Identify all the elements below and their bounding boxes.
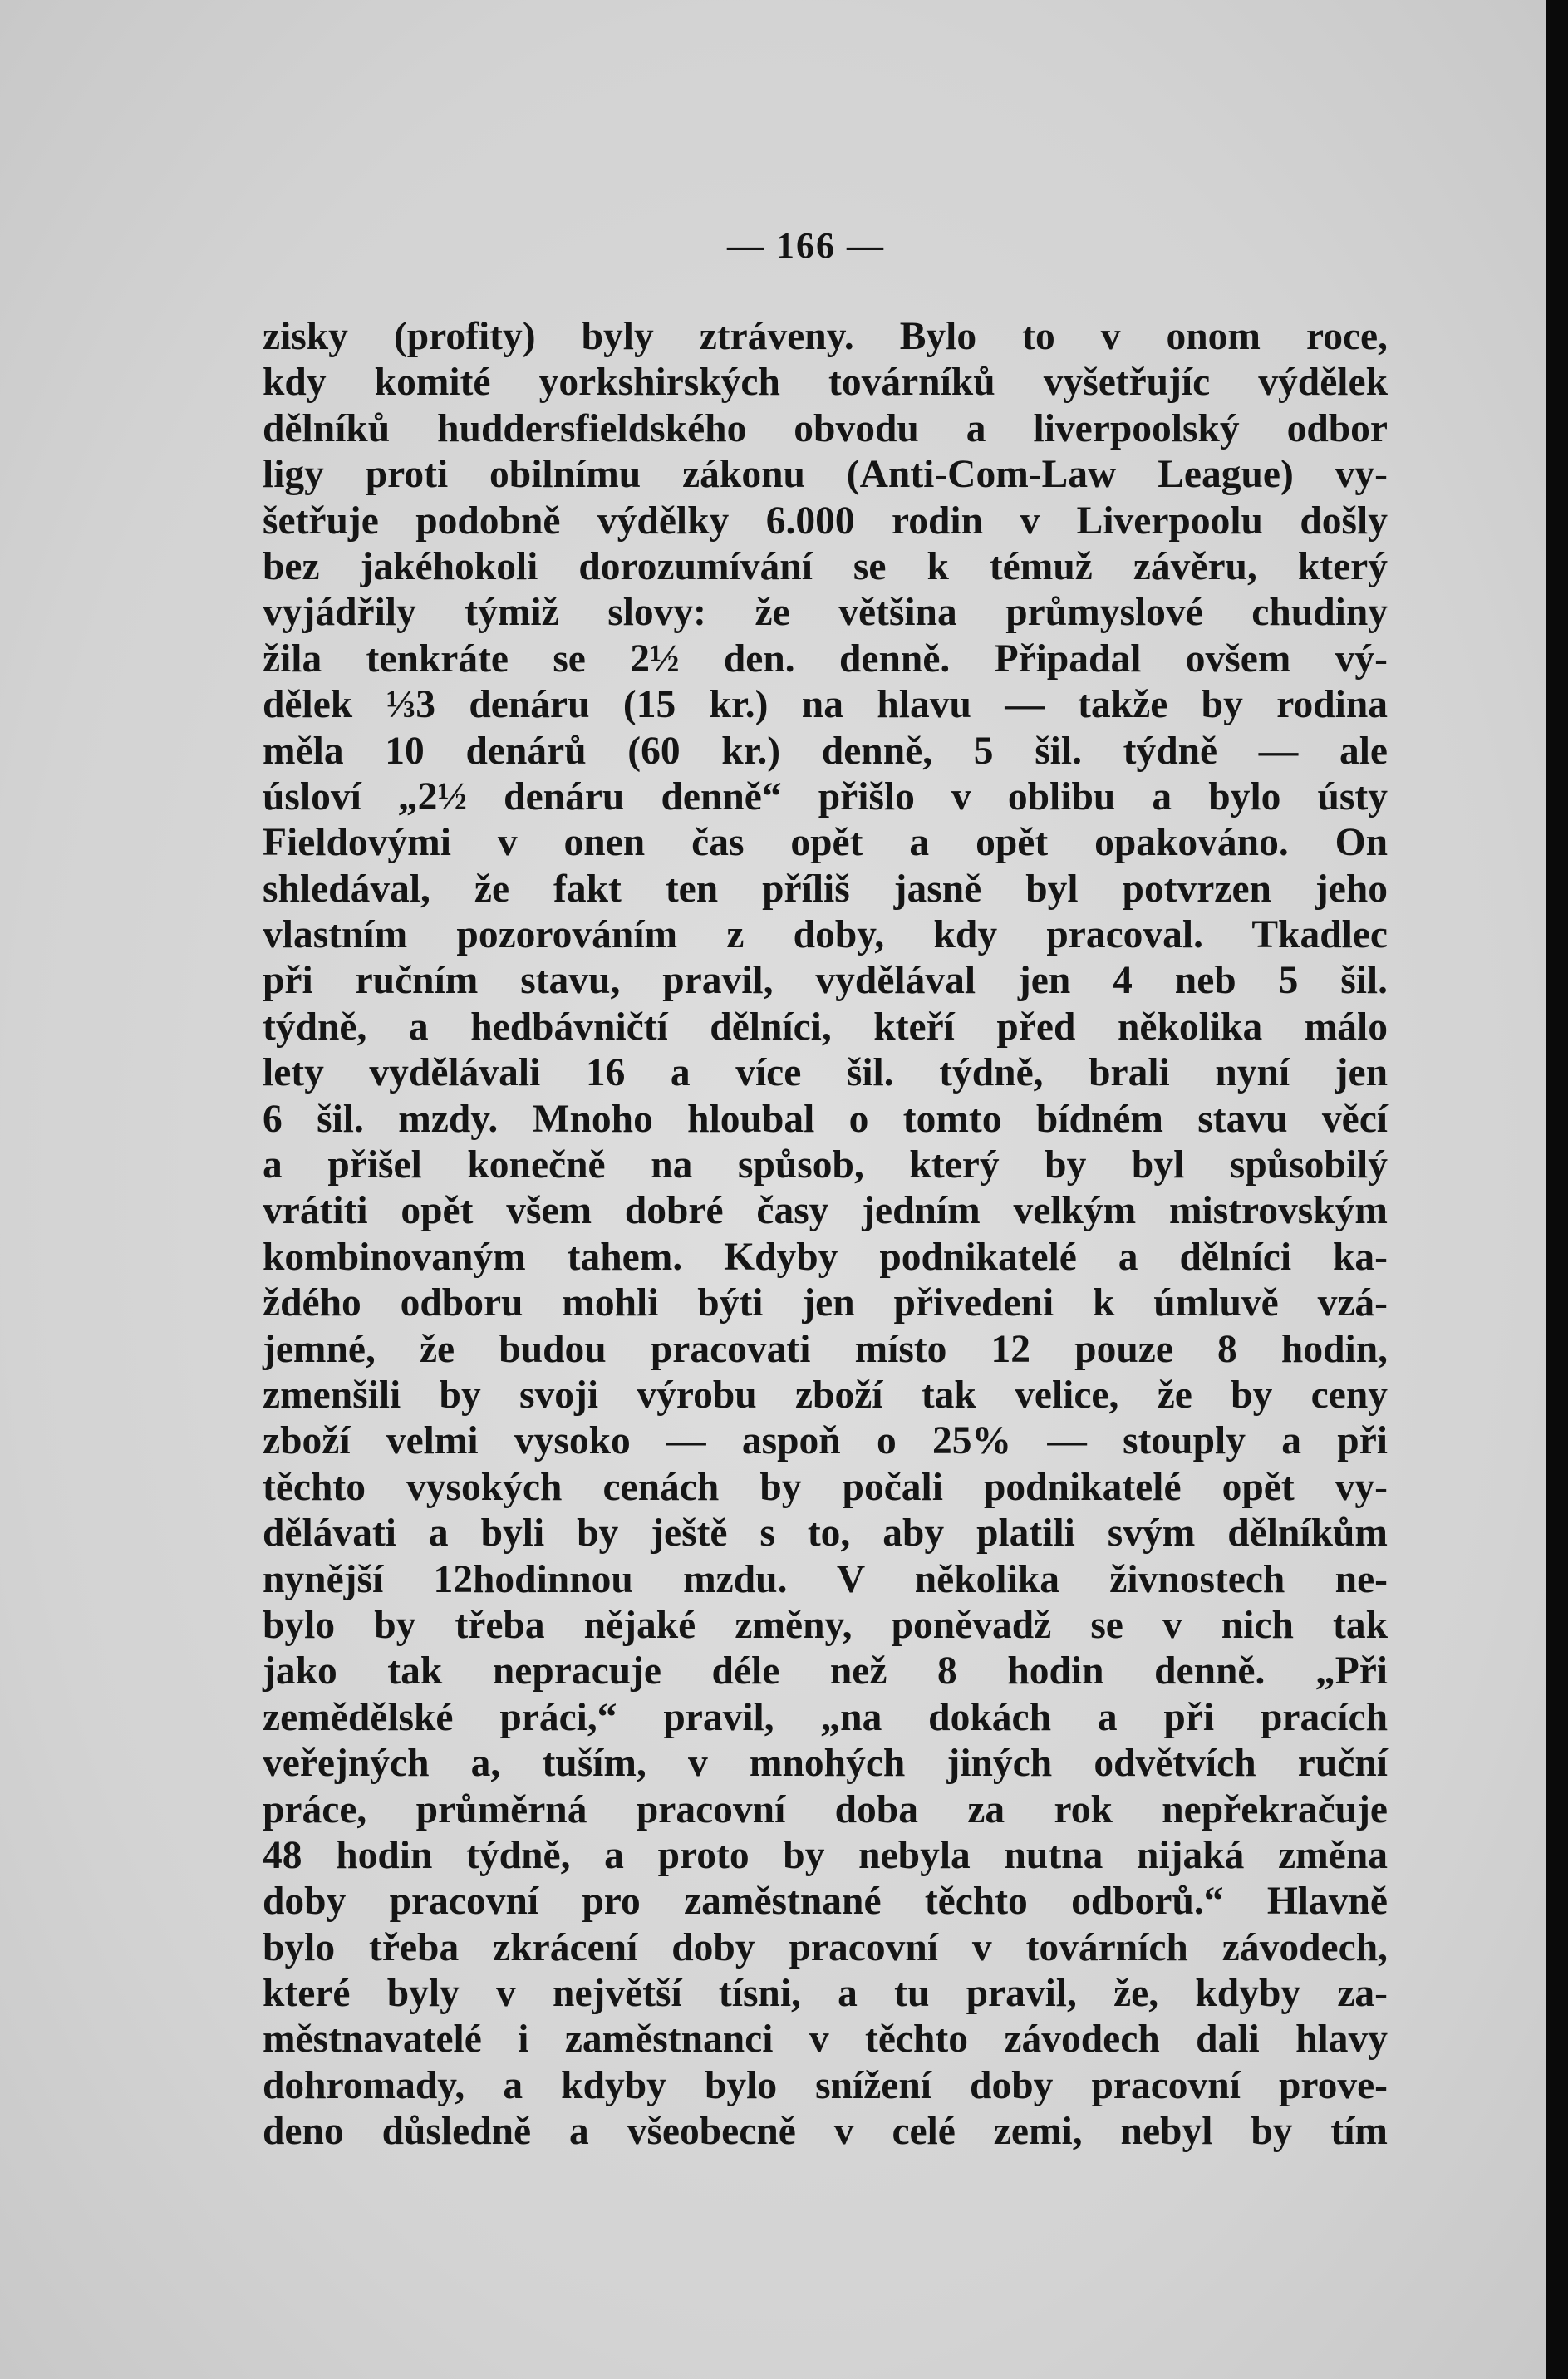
text-line: a přišel konečně na spůsob, který by byl spůsobilý bbox=[263, 1143, 1388, 1187]
text-line: dělek ⅓3 denáru (15 kr.) na hlavu — takže by rodina bbox=[263, 683, 1388, 727]
text-line: zisky (profity) byly ztráveny. Bylo to v onom roce, bbox=[263, 315, 1388, 358]
text-line: zboží velmi vysoko — aspoň o 25% — stouply a při bbox=[263, 1419, 1388, 1463]
text-line: deno důsledně a všeobecně v celé zemi, nebyl by tím bbox=[263, 2110, 1388, 2154]
text-line: dělávati a byli by ještě s to, aby platili svým dělníkům bbox=[263, 1511, 1388, 1556]
text-line: zmenšili by svoji výrobu zboží tak velice, že by ceny bbox=[263, 1373, 1388, 1417]
text-line: práce, průměrná pracovní doba za rok nepřekračuje bbox=[263, 1787, 1388, 1831]
text-line: jemné, že budou pracovati místo 12 pouze 8 hodin, bbox=[263, 1327, 1388, 1371]
body-text bbox=[263, 314, 1388, 2155]
text-line: týdně, a hedbávničtí dělníci, kteří před několika málo bbox=[263, 1005, 1388, 1049]
text-line: měla 10 denárů (60 kr.) denně, 5 šil. týdně — ale bbox=[263, 729, 1388, 773]
text-line: které byly v největší tísni, a tu pravil, že, kdyby za- bbox=[263, 1972, 1388, 2016]
text-line: těchto vysokých cenách by počali podnikatelé opět vy- bbox=[263, 1465, 1388, 1509]
text-line: 6 šil. mzdy. Mnoho hloubal o tomto bídném stavu věcí bbox=[263, 1097, 1388, 1141]
text-line: 48 hodin týdně, a proto by nebyla nutna nijaká změna bbox=[263, 1833, 1388, 1877]
text-line: lety vydělávali 16 a více šil. týdně, brali nyní jen bbox=[263, 1051, 1388, 1095]
text-line: ždého odboru mohli býti jen přivedeni k úmluvě vzá- bbox=[263, 1281, 1388, 1325]
text-line: žila tenkráte se 2½ den. denně. Připadal ovšem vý- bbox=[263, 637, 1388, 681]
text-line: dohromady, a kdyby bylo snížení doby pracovní prove- bbox=[263, 2063, 1388, 2107]
page-number: — 166 — bbox=[727, 225, 885, 266]
text-line: vlastním pozorováním z doby, kdy pracoval. Tkadlec bbox=[263, 913, 1388, 957]
text-line: jako tak nepracuje déle než 8 hodin denně. „Při bbox=[263, 1649, 1388, 1693]
text-line: vyjádřily týmiž slovy: že většina průmyslové chudiny bbox=[263, 591, 1388, 635]
text-line: úsloví „2½ denáru denně“ přišlo v oblibu a bylo ústy bbox=[263, 774, 1388, 818]
text-line: zemědělské práci,“ pravil, „na dokách a při pracích bbox=[263, 1695, 1388, 1739]
text-line: shledával, že fakt ten příliš jasně byl potvrzen jeho bbox=[263, 867, 1388, 911]
text-line: bylo třeba zkrácení doby pracovní v továrních závodech, bbox=[263, 1925, 1388, 1969]
text-line: doby pracovní pro zaměstnané těchto odborů.“ Hlavně bbox=[263, 1880, 1388, 1924]
text-line: šetřuje podobně výdělky 6.000 rodin v Liverpoolu došly bbox=[263, 499, 1388, 543]
text-line: ligy proti obilnímu zákonu (Anti-Com-Law League) vy- bbox=[263, 453, 1388, 497]
scan-edge bbox=[1546, 0, 1568, 2379]
text-line: dělníků huddersfieldského obvodu a liverpoolský odbor bbox=[263, 406, 1388, 450]
text-line: bylo by třeba nějaké změny, poněvadž se v nich tak bbox=[263, 1603, 1388, 1647]
text-line: při ručním stavu, pravil, vydělával jen 4 neb 5 šil. bbox=[263, 959, 1388, 1003]
text-line: kdy komité yorkshirských továrníků vyšetřujíc výdělek bbox=[263, 361, 1388, 405]
text-line: nynější 12hodinnou mzdu. V několika živnostech ne- bbox=[263, 1557, 1388, 1601]
text-line: veřejných a, tuším, v mnohých jiných odvětvích ruční bbox=[263, 1742, 1388, 1786]
text-line: kombinovaným tahem. Kdyby podnikatelé a dělníci ka- bbox=[263, 1235, 1388, 1279]
text-line: vrátiti opět všem dobré časy jedním velkým mistrovským bbox=[263, 1189, 1388, 1233]
text-line: bez jakéhokoli dorozumívání se k témuž závěru, který bbox=[263, 544, 1388, 588]
text-line: městnavatelé i zaměstnanci v těchto závodech dali hlavy bbox=[263, 2018, 1388, 2062]
text-line: Fieldovými v onen čas opět a opět opakováno. On bbox=[263, 821, 1388, 865]
